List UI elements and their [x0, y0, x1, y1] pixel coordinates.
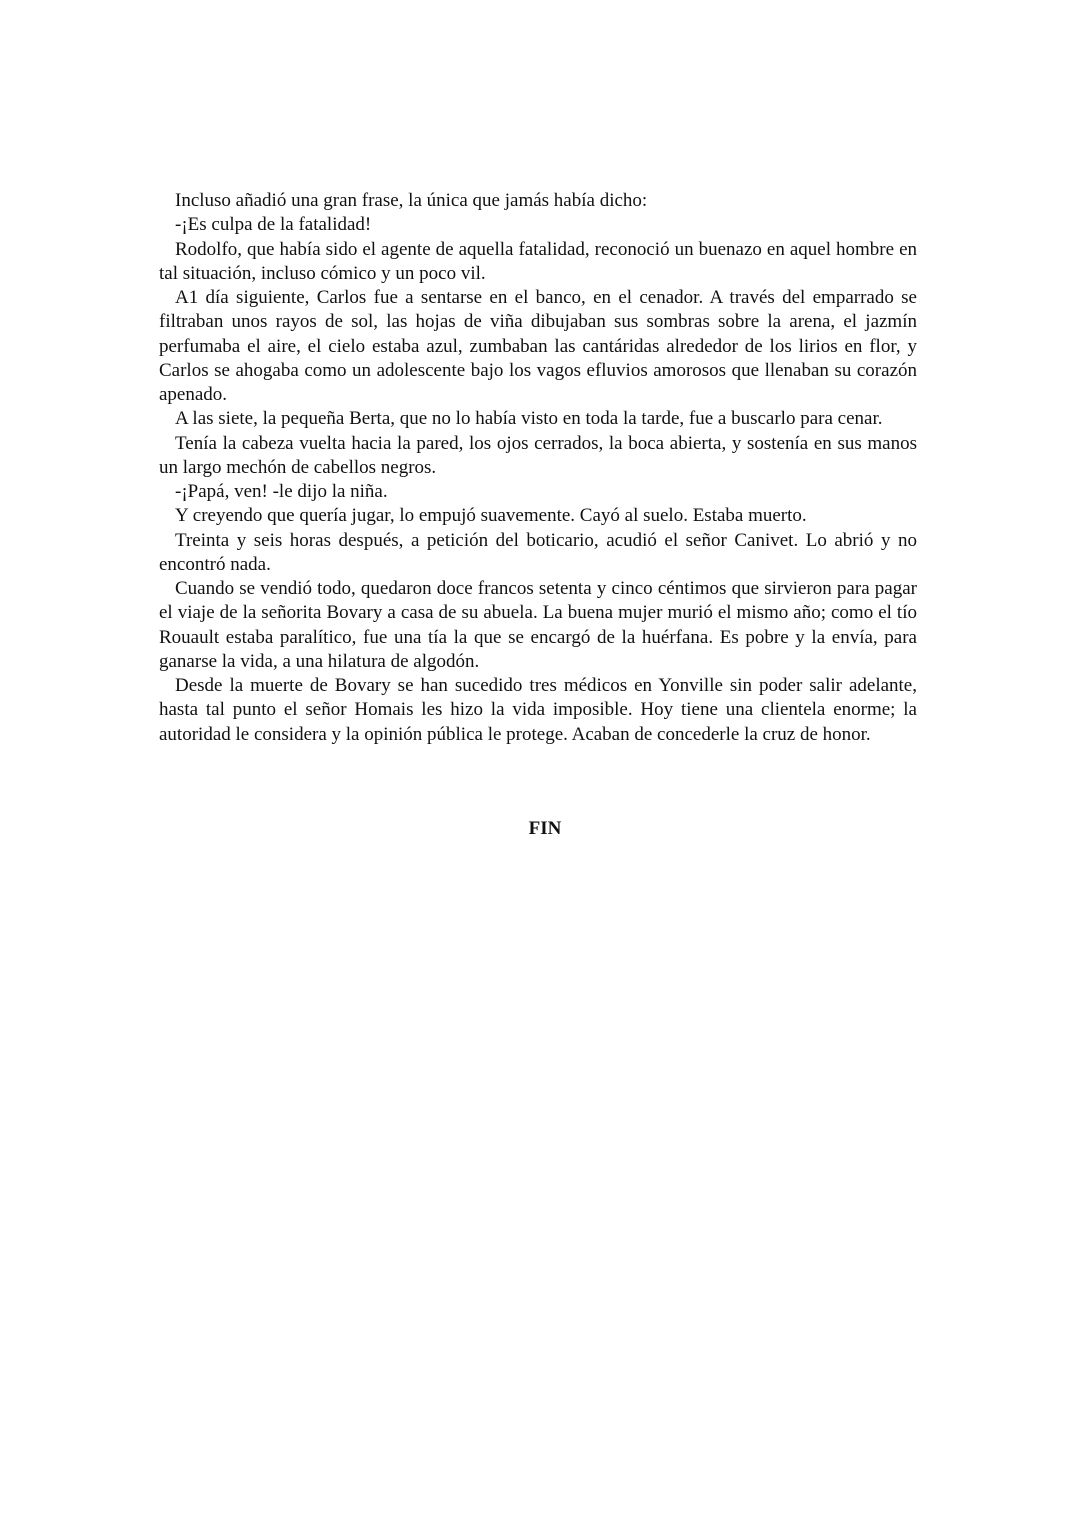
paragraph: -¡Es culpa de la fatalidad! — [175, 214, 372, 236]
paragraph: Rodolfo, que había sido el agente de aquella fatalidad, reconoció un buenazo en aquel hombre en tal situación, incluso cómico y un poco vil. — [159, 238, 917, 284]
paragraph: Cuando se vendió todo, quedaron doce francos setenta y cinco céntimos que sirvieron para pagar el viaje de la señorita Bovary a casa de su abuela. La buena mujer murió el mismo año; como el tío Rouault estaba paralítico, fue una tía la que se encargó de la huérfana. Es pobre y la envía, para ganarse la vida, a una hilatura de algodón. — [159, 578, 917, 672]
paragraph: Y creyendo que quería jugar, lo empujó suavemente. Cayó al suelo. Estaba muerto. — [175, 505, 807, 527]
paragraph: Treinta y seis horas después, a petición del boticario, acudió el señor Canivet. Lo abrió y no encontró nada. — [159, 529, 917, 575]
paragraph: Tenía la cabeza vuelta hacia la pared, los ojos cerrados, la boca abierta, y sostenía en sus manos un largo mechón de cabellos negros. — [159, 432, 917, 478]
paragraph: -¡Papá, ven! -le dijo la niña. — [175, 481, 388, 502]
paragraph: A las siete, la pequeña Berta, que no lo había visto en toda la tarde, fue a buscarlo para cenar. — [175, 408, 883, 430]
paragraph: Incluso añadió una gran frase, la única que jamás había dicho: — [175, 190, 648, 211]
paragraph: A1 día siguiente, Carlos fue a sentarse en el banco, en el cenador. A través del emparrado se filtraban unos rayos de sol, las hojas de viña dibujaban sus sombras sobre la arena, el jazmín perfumaba el aire, el cielo estaba azul, zumbaban las cantáridas alrededor de los lirios en flor, y Carlos se ahogaba como un adolescente bajo los vagos efluvios amorosos que llenaban su corazón apenado. — [159, 287, 917, 405]
end-marker: FIN — [528, 818, 562, 839]
body-text — [159, 189, 917, 747]
paragraph: Desde la muerte de Bovary se han sucedido tres médicos en Yonville sin poder salir adelante, hasta tal punto el señor Homais les hizo la vida imposible. Hoy tiene una clientela enorme; la autoridad le considera y la opinión pública le protege. Acaban de concederle la cruz de honor. — [159, 675, 917, 745]
